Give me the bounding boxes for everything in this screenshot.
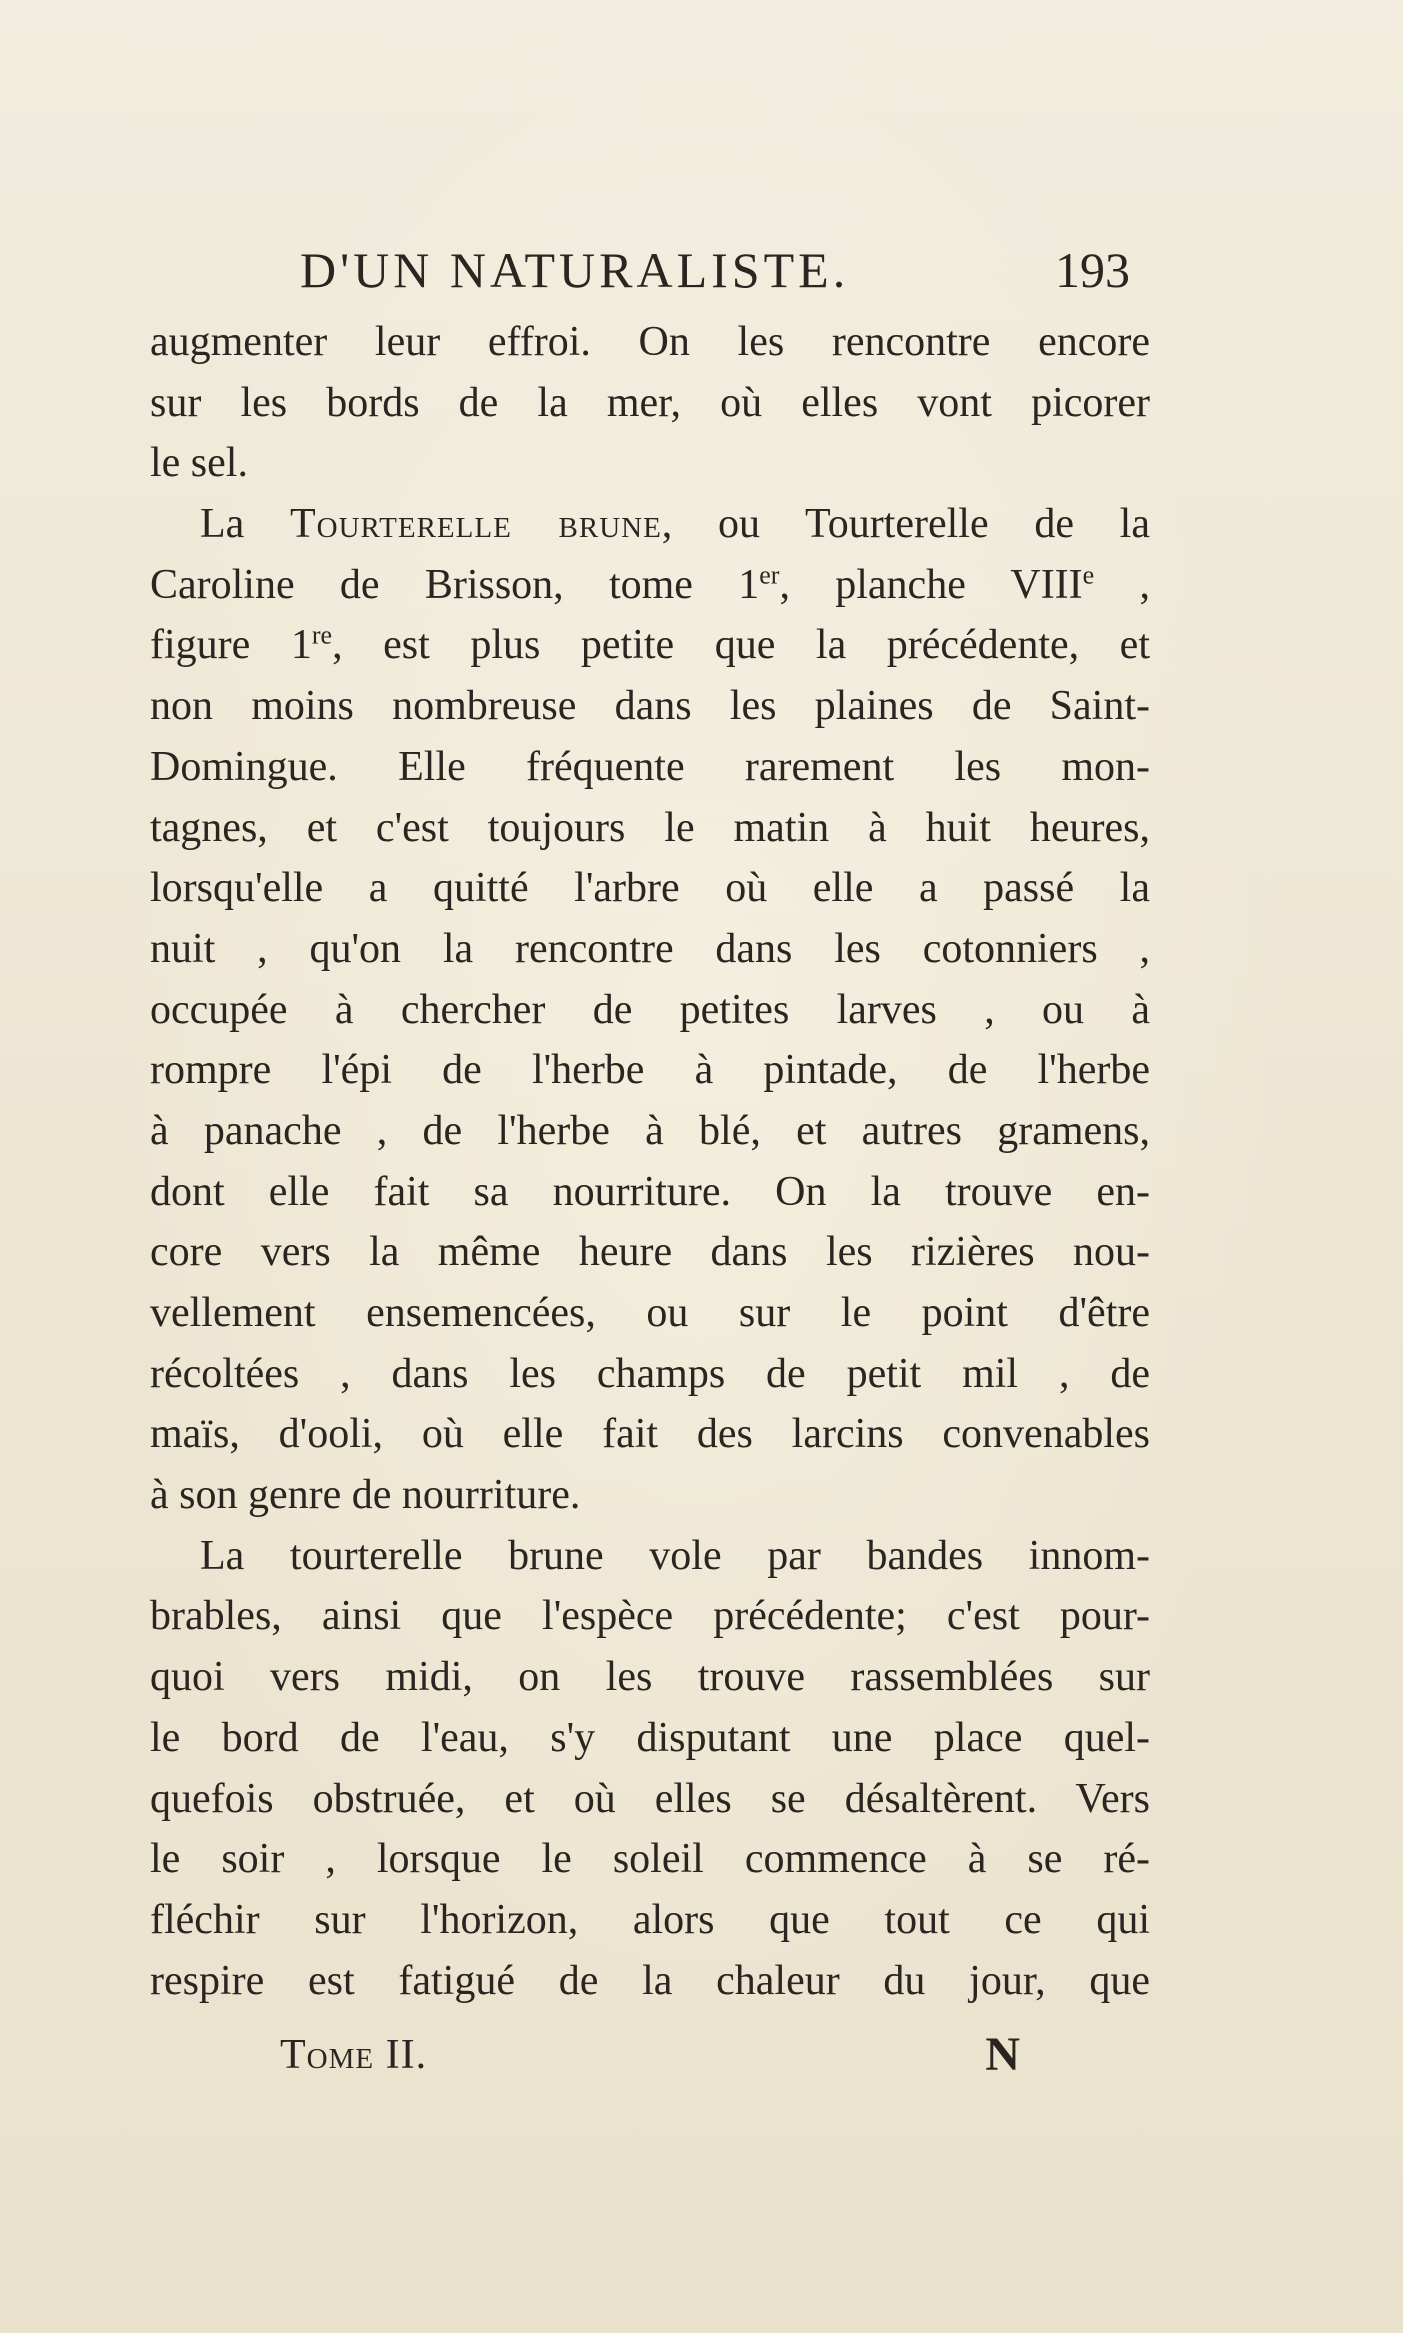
text-line: core vers la même heure dans les rizières nou-: [150, 1229, 1150, 1276]
text-line: récoltées , dans les champs de petit mil , de: [150, 1350, 1150, 1397]
text-line: quefois obstruée, et où elles se désaltèrent. Vers: [150, 1775, 1150, 1822]
volume-label: Tome II.: [280, 2032, 428, 2078]
signature-mark: N: [985, 2028, 1020, 2081]
species-name: Tourterelle brune: [290, 501, 662, 548]
text-line: augmenter leur effroi. On les rencontre encore: [150, 319, 1150, 365]
page-number: 193: [1055, 242, 1130, 298]
running-title: D'UN NATURALISTE.: [300, 242, 850, 298]
text-line: à son genre de nourriture.: [150, 1472, 581, 1519]
text-line: Domingue. Elle fréquente rarement les mon-: [150, 743, 1150, 790]
text-line: le sel.: [150, 440, 248, 487]
text-line: La tourterelle brune vole par bandes innom-: [200, 1532, 1150, 1579]
text-line: figure 1re, est plus petite que la précédente, et: [150, 621, 1150, 669]
text-line: non moins nombreuse dans les plaines de Saint-: [150, 683, 1150, 730]
text-line: respire est fatigué de la chaleur du jour, que: [150, 1957, 1150, 2004]
text-line: sur les bords de la mer, où elles vont picorer: [150, 379, 1150, 426]
text-line: vellement ensemencées, ou sur le point d'être: [150, 1290, 1150, 1336]
text-line: maïs, d'ooli, où elle fait des larcins convenables: [150, 1411, 1150, 1458]
text-line: tagnes, et c'est toujours le matin à huit heures,: [150, 804, 1150, 851]
text-line: brables, ainsi que l'espèce précédente; c'est pour-: [150, 1593, 1150, 1640]
text-line: à panache , de l'herbe à blé, et autres gramens,: [150, 1107, 1150, 1154]
text-line: le soir , lorsque le soleil commence à se ré-: [150, 1836, 1150, 1883]
text-line: nuit , qu'on la rencontre dans les cotonniers ,: [150, 925, 1150, 972]
text-line: lorsqu'elle a quitté l'arbre où elle a passé la: [150, 865, 1150, 912]
text-line: dont elle fait sa nourriture. On la trouve en-: [150, 1168, 1150, 1215]
text-line: rompre l'épi de l'herbe à pintade, de l'herbe: [150, 1047, 1150, 1094]
text-line: le bord de l'eau, s'y disputant une place quel-: [150, 1714, 1150, 1761]
body-text: [150, 312, 1150, 2011]
text-line: fléchir sur l'horizon, alors que tout ce qui: [150, 1896, 1150, 1943]
page-footer: [280, 2020, 1020, 2090]
text-line: quoi vers midi, on les trouve rassemblées sur: [150, 1654, 1150, 1701]
text-line: Caroline de Brisson, tome 1er, planche VIIIe ,: [150, 560, 1150, 608]
text-line: La Tourterelle brune, ou Tourterelle de la: [200, 501, 1150, 548]
running-head: [300, 235, 1130, 305]
text-line: occupée à chercher de petites larves , ou à: [150, 986, 1150, 1033]
